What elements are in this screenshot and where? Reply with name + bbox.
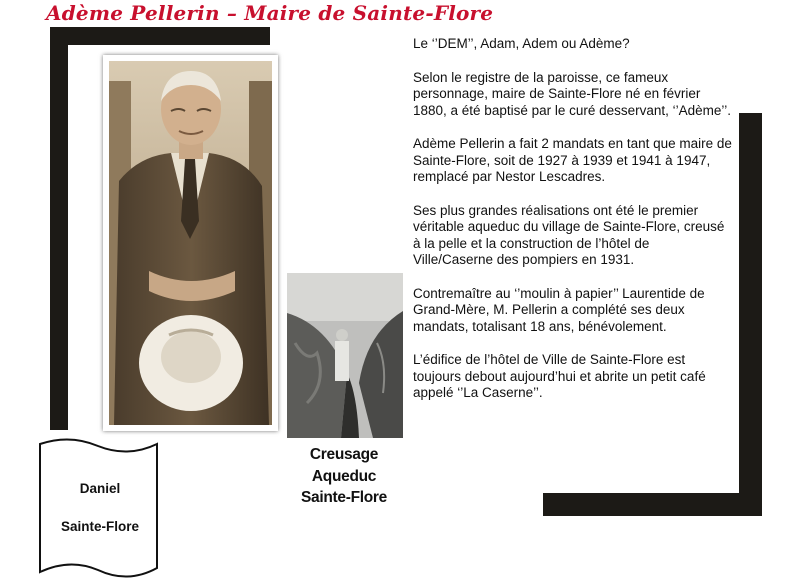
caption-line-1: Creusage [309, 446, 379, 463]
caption-line-2: Aqueduc [311, 467, 377, 485]
portrait-photo [103, 55, 278, 431]
paragraph-5: Contremaître au ‘’moulin à papier’’ Laurentide de Grand-Mère, M. Pellerin a complété ses deux mandats, totalisant 18 ans, bénévolement. [413, 285, 705, 334]
caption-line-3: Sainte-Flore [301, 489, 387, 506]
page-title: Adème Pellerin – Maire de Sainte-Flore [46, 1, 494, 25]
article-text [413, 36, 733, 419]
paragraph-1: Le ‘’DEM’’, Adam, Adem ou Adème? [413, 36, 630, 51]
paragraph-4: Ses plus grandes réalisations ont été le premier véritable aqueduc du village de Sainte-Flore, creusé à la pelle et la construction de l’hôtel de Ville/Caserne des pompiers en 1931. [413, 202, 725, 267]
paragraph-3: Adème Pellerin a fait 2 mandats en tant que maire de Sainte-Flore, soit de 1927 à 1939 et 1941 à 1947, remplacé par Nestor Lescadres. [413, 136, 732, 184]
paragraph-6: L’édifice de l’hôtel de Ville de Sainte-Flore est toujours debout aujourd’hui et abrite un petit café appelé ‘’La Caserne’’. [413, 352, 706, 400]
banner-name: Daniel [79, 481, 121, 496]
paragraph-2: Selon le registre de la paroisse, ce fameux personnage, maire de Sainte-Flore né en février 1880, a été baptisé par le curé desservant, ‘’Adème’’. [413, 69, 731, 118]
wavy-banner-shape [36, 436, 161, 581]
photo-caption [282, 444, 406, 509]
banner-place: Sainte-Flore [60, 519, 139, 534]
aqueduct-photo [287, 273, 403, 438]
